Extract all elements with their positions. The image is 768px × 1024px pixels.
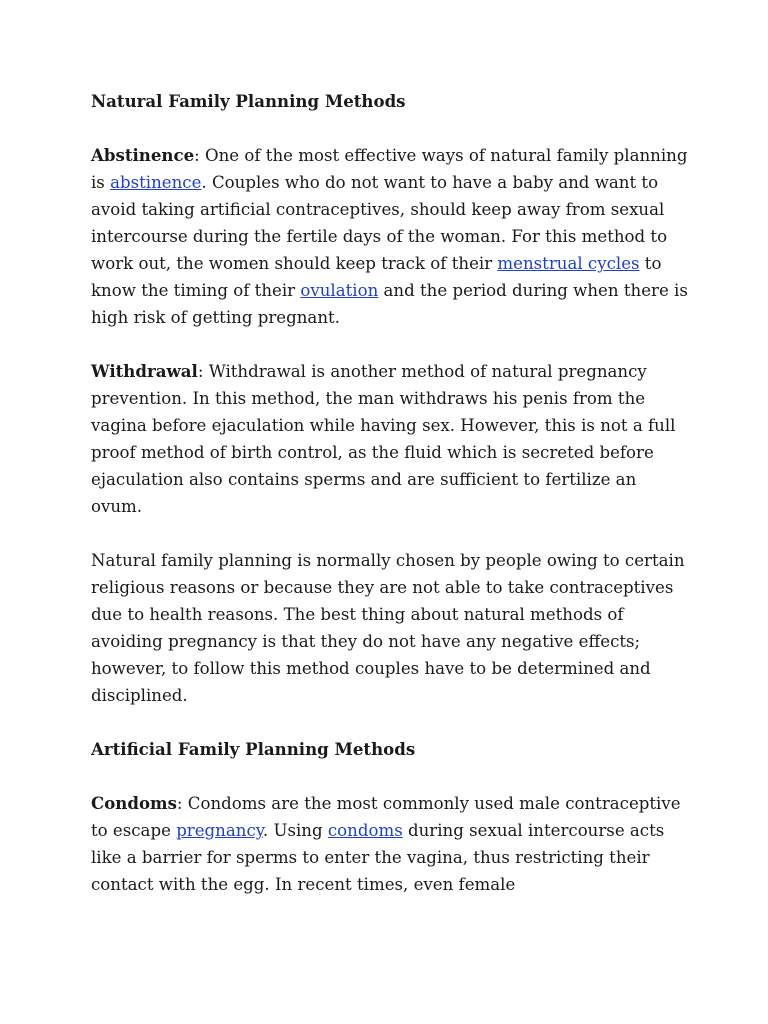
condoms-term: Condoms: [91, 793, 177, 813]
artificial-methods-heading: Artificial Family Planning Methods: [91, 739, 416, 759]
condoms-paragraph: [91, 790, 691, 898]
document-page: [91, 88, 691, 925]
abstinence-text-2: . Couples who do not want to have a baby and want to avoid taking artificial contraceptives, should keep away from sexual intercourse during the fertile days of the woman. For this method to work out, the women should keep track of their: [91, 173, 668, 273]
ovulation-link[interactable]: ovulation: [300, 281, 379, 300]
abstinence-text-1: : One of the most effective ways of natural family planning is: [91, 146, 688, 192]
natural-methods-heading: Natural Family Planning Methods: [91, 91, 406, 111]
abstinence-text-4: and the period during when there is high risk of getting pregnant.: [91, 281, 688, 327]
abstinence-text-3: to know the timing of their: [91, 254, 662, 300]
pregnancy-link[interactable]: pregnancy: [176, 821, 263, 840]
withdrawal-paragraph: [91, 358, 691, 520]
menstrual-cycles-link[interactable]: menstrual cycles: [497, 254, 640, 273]
withdrawal-term: Withdrawal: [91, 361, 198, 381]
natural-summary-paragraph: Natural family planning is normally chosen by people owing to certain religious reasons or because they are not able to take contraceptives due to health reasons. The best thing about natural methods of avoiding pregnancy is that they do not have any negative effects; however, to follow this method couples have to be determined and disciplined.: [91, 551, 685, 705]
abstinence-paragraph: [91, 142, 691, 331]
withdrawal-text: : Withdrawal is another method of natural pregnancy prevention. In this method, the man withdraws his penis from the vagina before ejaculation while having sex. However, this is not a full proof method of birth control, as the fluid which is secreted before ejaculation also contains sperms and are sufficient to fertilize an ovum.: [91, 362, 676, 516]
abstinence-link[interactable]: abstinence: [110, 173, 202, 192]
condoms-text-1: : Condoms are the most commonly used male contraceptive to escape: [91, 794, 681, 840]
condoms-link[interactable]: condoms: [327, 821, 403, 840]
condoms-text-3: during sexual intercourse acts like a barrier for sperms to enter the vagina, thus restricting their contact with the egg. In recent times, even female: [91, 821, 665, 894]
condoms-text-2: . Using: [262, 821, 328, 840]
abstinence-term: Abstinence: [91, 145, 195, 165]
